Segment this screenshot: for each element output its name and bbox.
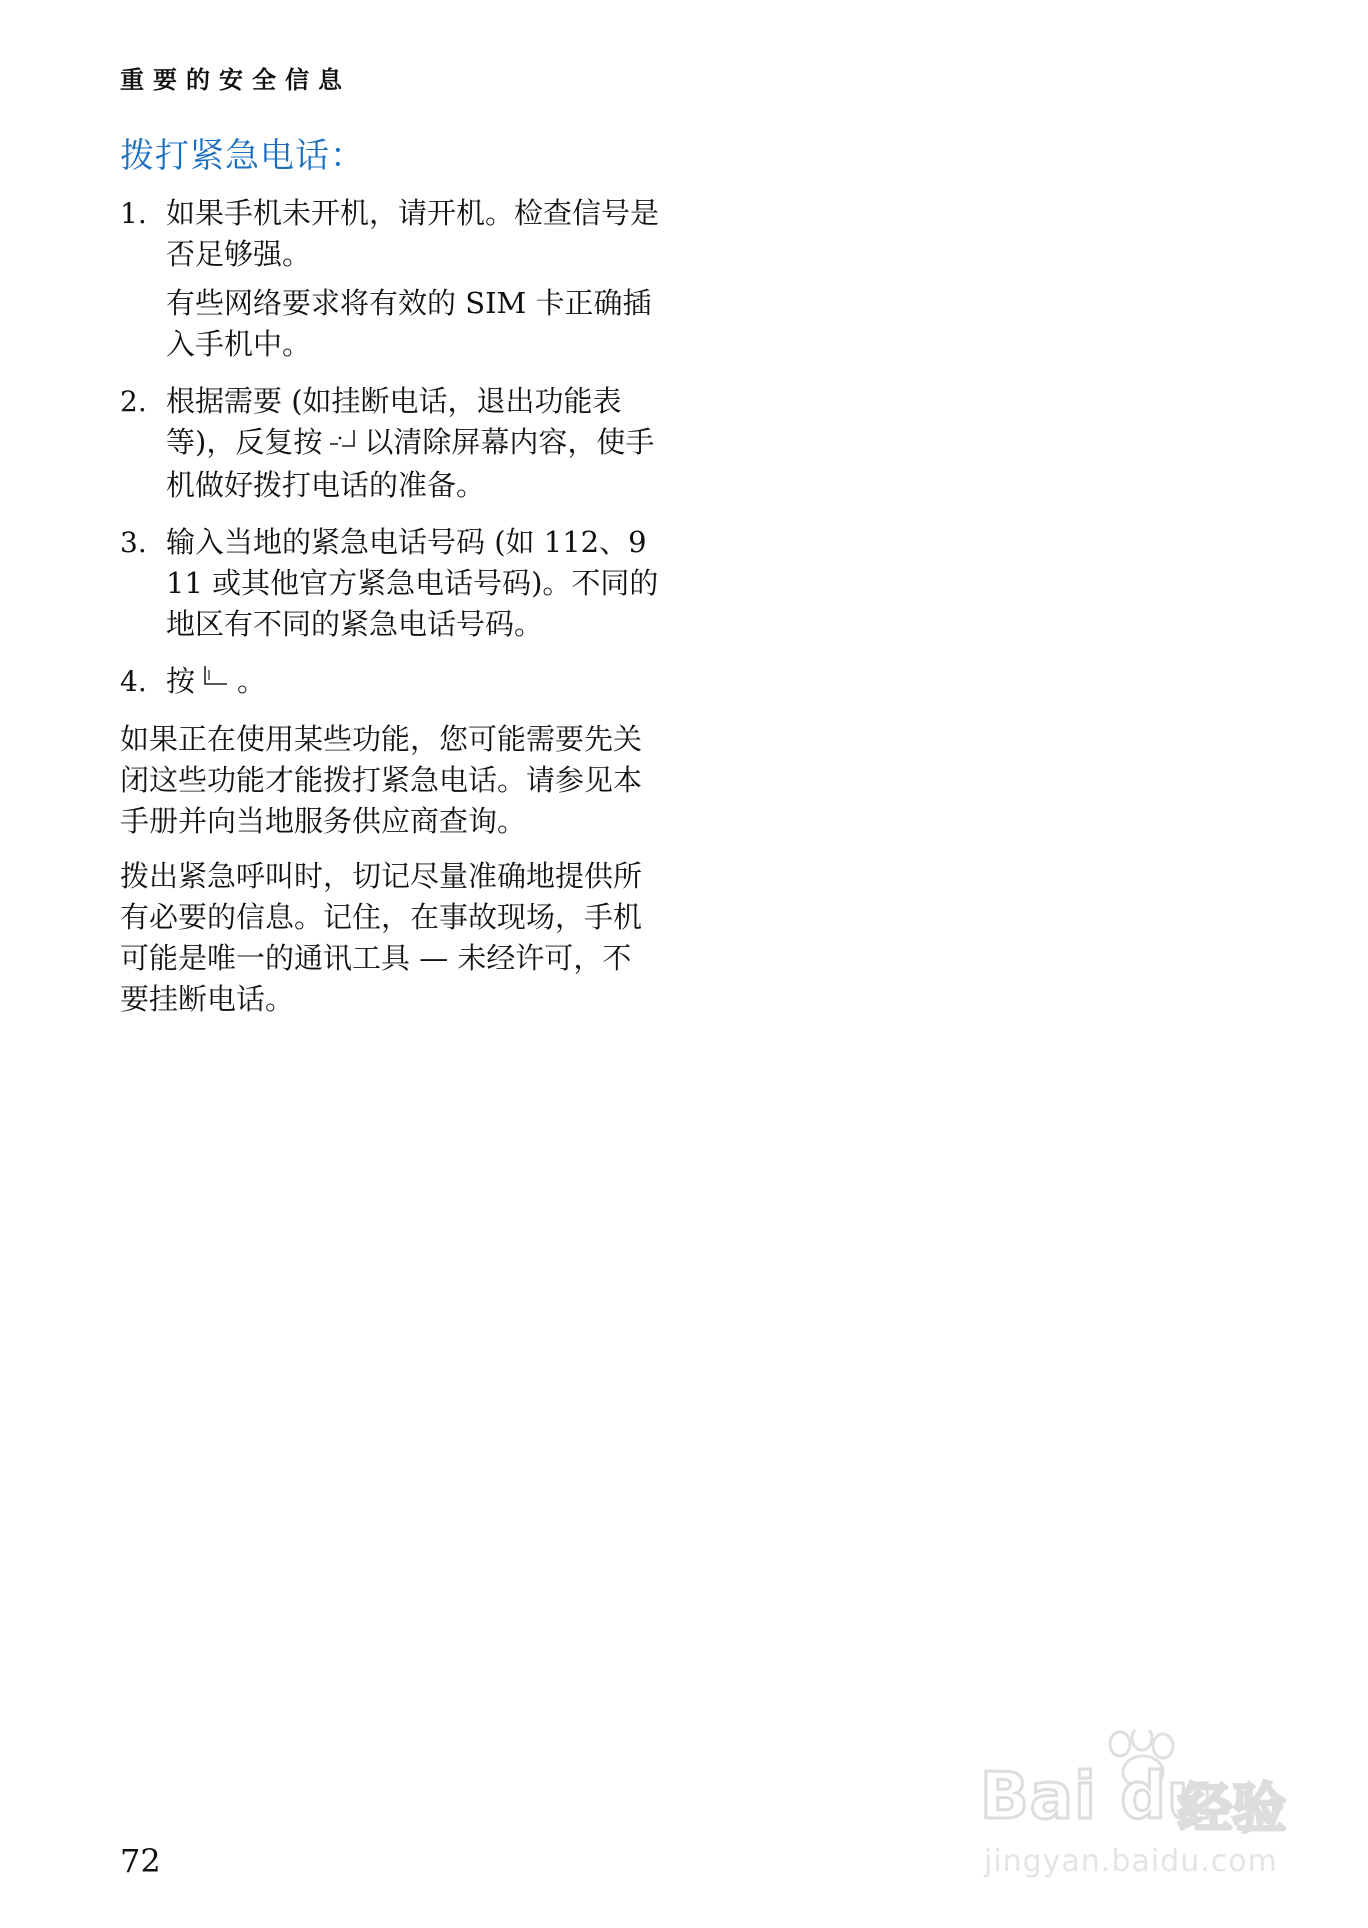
step-2-text	[166, 381, 660, 506]
step-4-text-before: 按	[166, 663, 196, 698]
watermark-url: jingyan.baidu.com	[984, 1844, 1278, 1879]
step-3	[120, 522, 660, 653]
step-1-note: 有些网络要求将有效的 SIM 卡正确插入手机中。	[166, 286, 652, 361]
note-paragraph: 拨出紧急呼叫时，切记尽量准确地提供所有必要的信息。记住，在事故现场，手机可能是唯一的通讯工具 — 未经许可，不要挂断电话。	[120, 859, 643, 1016]
step-1	[120, 193, 660, 373]
watermark-label: 经验	[1178, 1777, 1286, 1840]
step-2-text-after: 以清除屏幕内容，使手机做好拨打电话的准备。	[166, 425, 655, 502]
main-content	[120, 128, 660, 1034]
step-4	[120, 661, 660, 712]
watermark-brand: Bai du	[980, 1760, 1214, 1834]
step-2	[120, 381, 660, 514]
note-paragraph: 如果正在使用某些功能，您可能需要先关闭这些功能才能拨打紧急电话。请参见本手册并向当地服务供应商查询。	[120, 722, 643, 838]
step-2-text-before: 根据需要 (如挂断电话，退出功能表等)，反复按	[166, 384, 622, 459]
step-number: 2.	[120, 385, 147, 418]
step-body	[166, 381, 660, 514]
step-number: 1.	[120, 197, 147, 230]
step-3-text: 输入当地的紧急电话号码 (如 112、911 或其他官方紧急电话号码)。不同的地区有不同的紧急电话号码。	[166, 524, 659, 641]
section-title: 拨打紧急电话：	[120, 136, 365, 176]
step-1-text: 如果手机未开机，请开机。检查信号是否足够强。	[166, 196, 660, 271]
baidu-watermark	[970, 1730, 1310, 1880]
step-4-text-after: 。	[237, 663, 267, 698]
step-body	[166, 193, 660, 373]
step-number: 4.	[120, 664, 147, 698]
step-number: 3.	[120, 525, 147, 559]
step-body	[166, 661, 660, 712]
steps-list	[120, 193, 660, 711]
call-key-icon	[199, 662, 233, 703]
end-key-icon	[326, 424, 360, 465]
step-4-text	[166, 661, 660, 704]
step-body	[166, 522, 660, 653]
page-number: 72	[120, 1842, 161, 1880]
page-header: 重要的安全信息	[120, 66, 351, 94]
